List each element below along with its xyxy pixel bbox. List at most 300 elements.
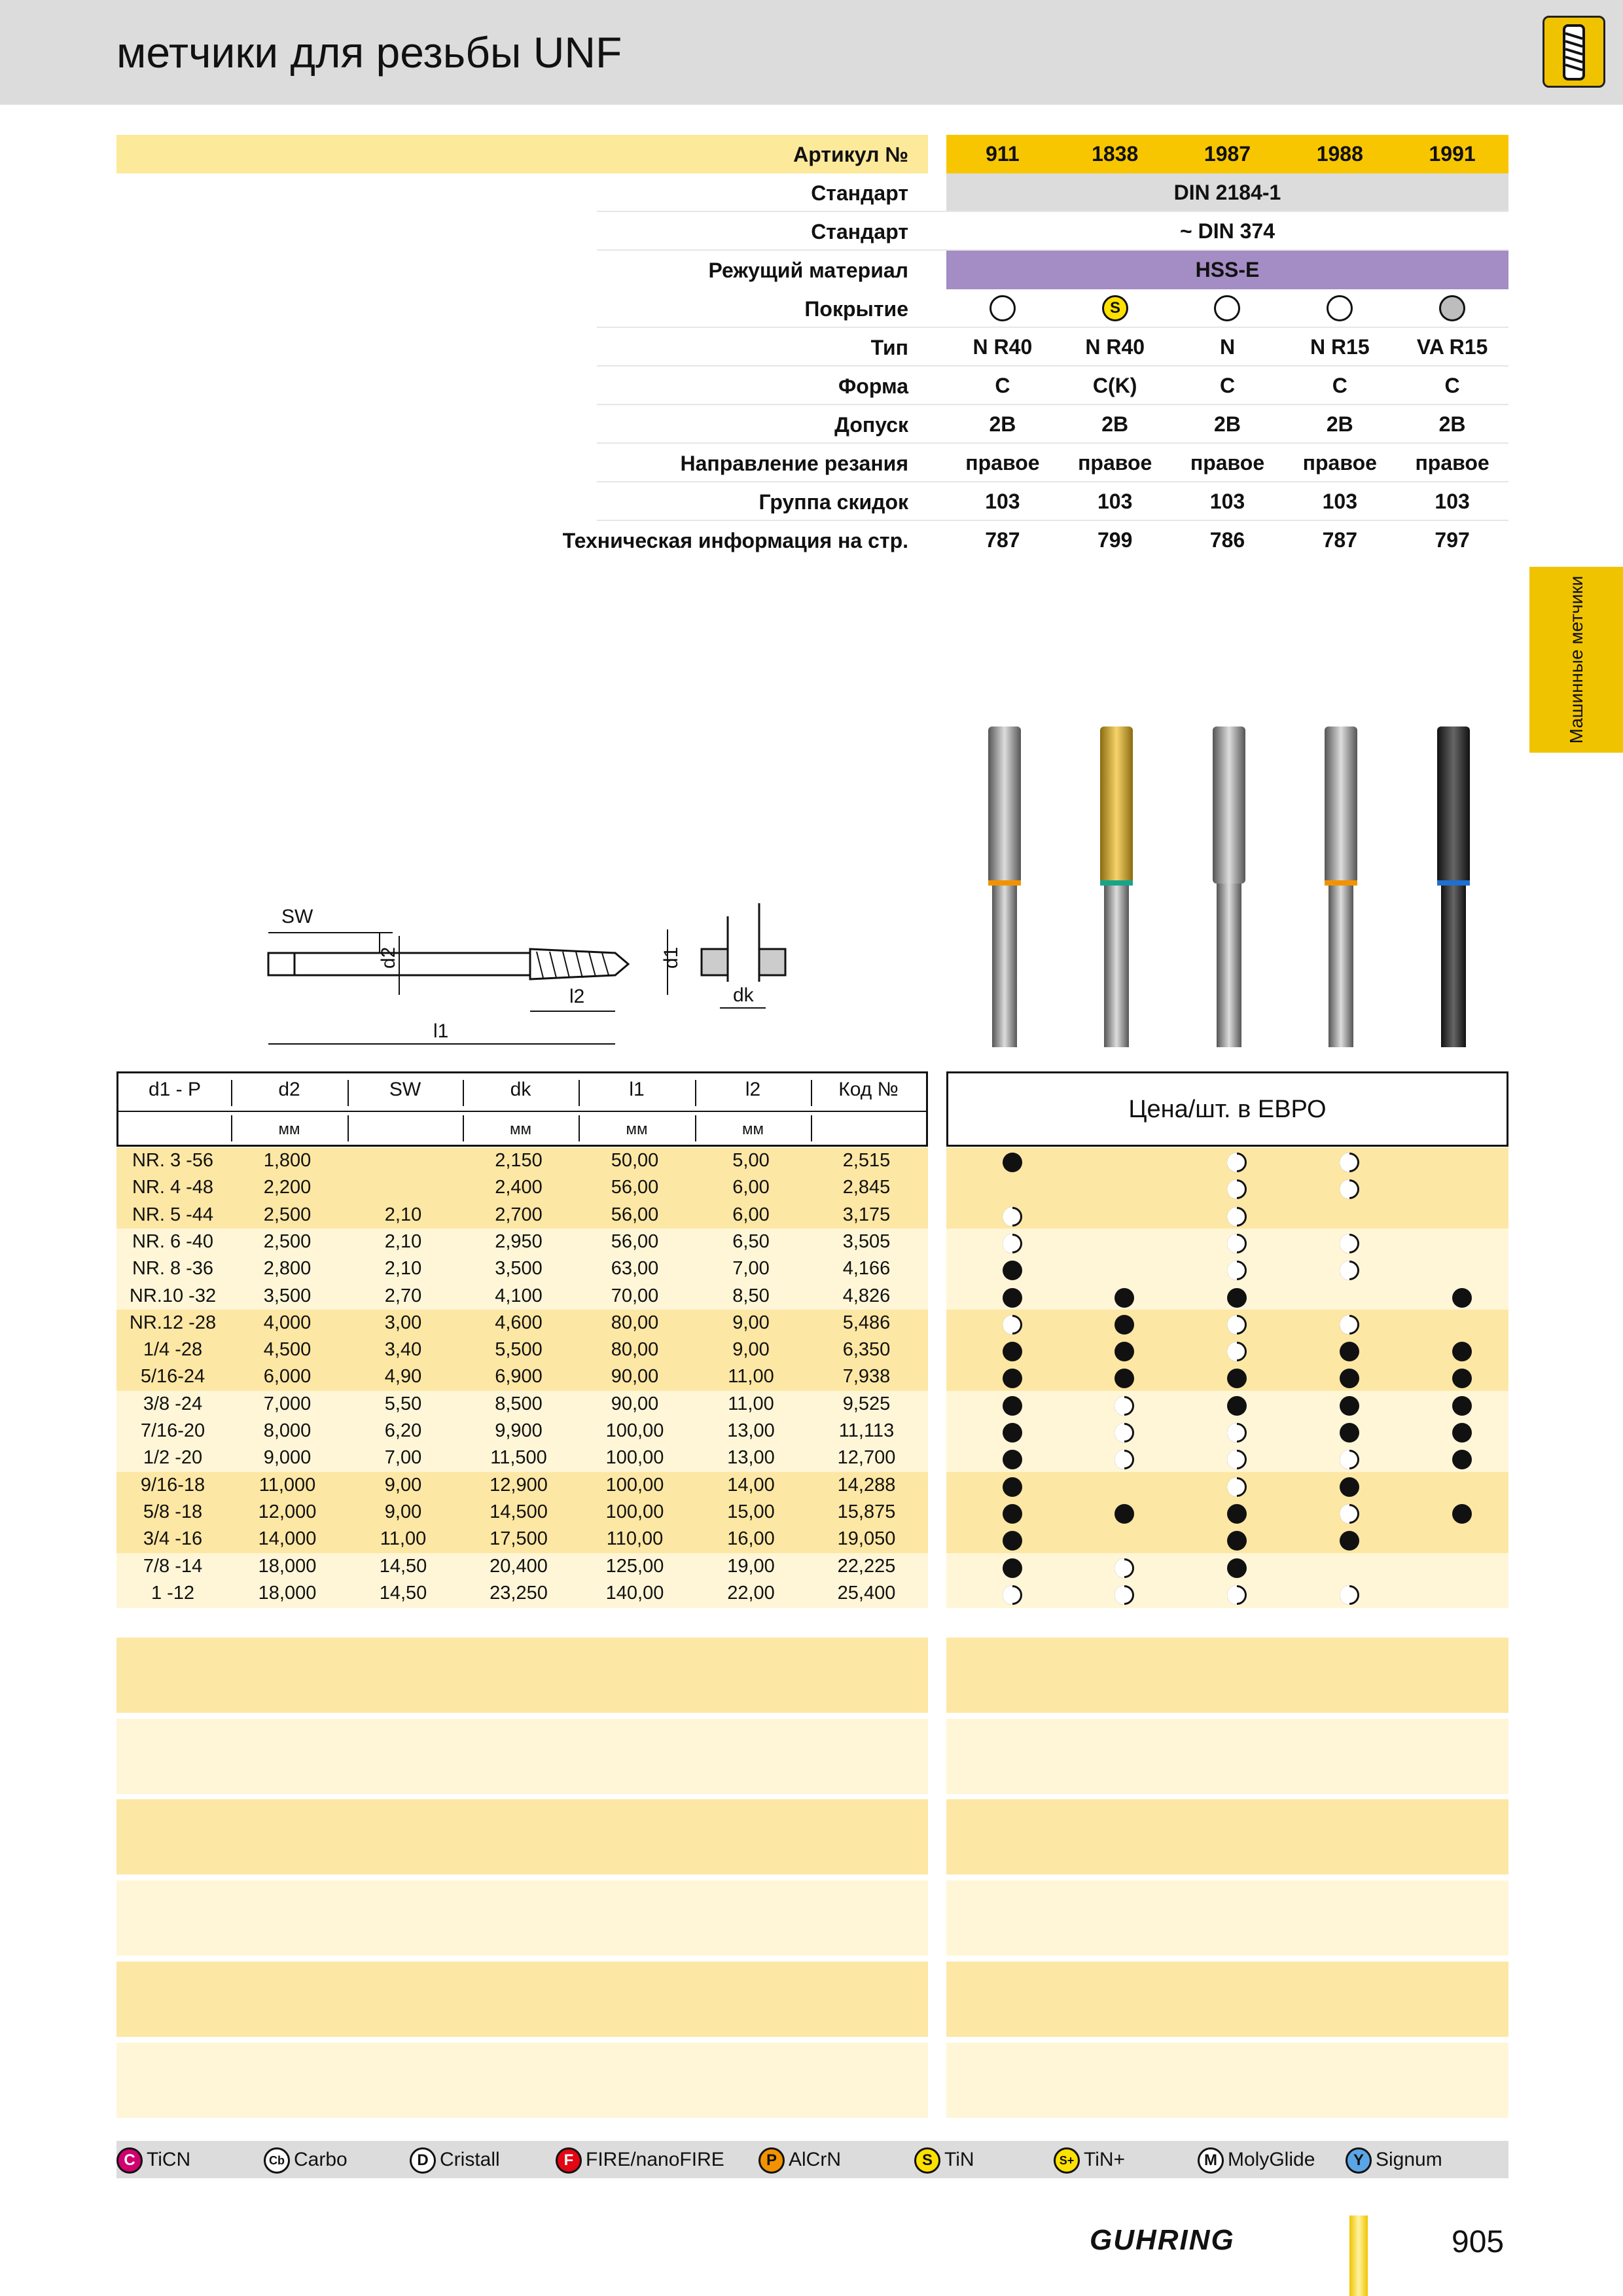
empty-band [116,2043,928,2118]
cell-d1p: 5/8 -18 [143,1501,203,1522]
drawing-label-d1: d1 [660,946,682,969]
cell-d1p: 7/8 -14 [143,1555,203,1577]
spec-value: N [1219,335,1236,359]
spec-label: Стандарт [811,220,908,243]
cell-l2: 19,00 [727,1555,775,1577]
cell-l2: 6,00 [732,1204,770,1225]
stock-partial-icon [1227,1261,1247,1280]
cell-dk: 8,500 [495,1393,543,1414]
stock-full-icon [1340,1477,1359,1497]
legend-item [264,2146,348,2174]
empty-band [946,2043,1508,2118]
stock-full-icon [1003,1342,1022,1361]
standard-value: DIN 2184-1 [946,173,1508,212]
spec-label: Техническая информация на стр. [562,529,908,552]
stock-partial-icon [1227,1315,1247,1335]
spec-value: C [1444,374,1460,397]
legend-item [1346,2146,1442,2174]
cell-l2: 11,00 [728,1393,774,1414]
spec-label: Направление резания [680,452,908,475]
cell-d1p: NR. 5 -44 [132,1204,214,1225]
stock-full-icon [1003,1396,1022,1416]
spec-page-link[interactable]: 799 [1097,528,1133,552]
cell-d2: 8,000 [263,1420,312,1441]
cell-d1p: NR. 3 -56 [132,1150,214,1171]
cell-sw: 3,00 [384,1312,422,1333]
spec-label: Покрытие [804,297,908,321]
cell-d2: 6,000 [263,1366,312,1388]
stock-full-icon [1340,1396,1359,1416]
cell-d2: 2,800 [263,1258,312,1280]
stock-partial-icon [1115,1585,1134,1605]
stock-full-icon [1115,1315,1134,1335]
cell-dk: 14,500 [490,1501,548,1522]
spec-row-article [0,135,1623,173]
stock-full-icon [1227,1558,1247,1578]
spec-page-link[interactable]: 797 [1435,528,1470,552]
legend-label: TiN+ [1084,2149,1126,2170]
empty-band [116,1962,928,2037]
empty-band [946,1880,1508,1956]
cell-l2: 6,00 [732,1177,770,1198]
spec-label: Артикул № [793,143,908,166]
cell-d2: 14,000 [258,1528,317,1550]
cell-l2: 13,00 [727,1420,775,1441]
section-tab-label: Машинные метчики [1565,575,1586,744]
table-row[interactable] [0,1255,1623,1282]
stock-full-icon [1227,1369,1247,1388]
cell-sw: 14,50 [379,1582,427,1604]
empty-band [946,1638,1508,1713]
spec-value: C(K) [1092,374,1137,397]
stock-partial-icon [1003,1585,1022,1605]
cell-l1: 140,00 [605,1582,664,1604]
stock-full-icon [1003,1288,1022,1308]
legend-item [556,2146,724,2174]
stock-partial-icon [1003,1315,1022,1335]
cell-sw: 2,10 [384,1230,422,1252]
cell-d1p: NR. 6 -40 [132,1230,214,1252]
cell-d1p: 5/16-24 [140,1366,205,1388]
cell-sw: 6,20 [384,1420,422,1441]
cell-sw: 2,10 [384,1204,422,1225]
stock-full-icon [1003,1261,1022,1280]
col-header-l1: l1 [629,1079,645,1100]
header-divider [118,1111,926,1112]
spec-row-tolerance [0,405,1623,444]
cell-code: 2,845 [842,1177,891,1198]
cell-sw: 14,50 [379,1555,427,1577]
coating-none-icon [1327,295,1353,321]
cell-code: 3,175 [842,1204,891,1225]
article-number[interactable]: 1991 [1429,142,1476,166]
spec-label: Стандарт [811,181,908,205]
cell-d1p: NR.10 -32 [129,1285,217,1306]
cell-d2: 3,500 [263,1285,312,1306]
cell-l2: 13,00 [727,1447,775,1469]
cell-l2: 9,00 [732,1339,770,1361]
cell-l1: 70,00 [611,1285,659,1306]
stock-full-icon [1003,1450,1022,1469]
cell-l1: 90,00 [611,1393,659,1414]
standard-value: ~ DIN 374 [1180,219,1275,243]
cell-l2: 8,50 [732,1285,770,1306]
table-row[interactable] [0,1147,1623,1174]
cell-dk: 5,500 [495,1339,543,1361]
article-number[interactable]: 1988 [1316,142,1363,166]
stock-full-icon [1227,1396,1247,1416]
table-row[interactable] [0,1472,1623,1499]
spec-value: C [1219,374,1236,397]
cell-code: 9,525 [842,1393,891,1414]
spec-row-standard-2 [0,212,1623,251]
col-header-l2: l2 [745,1079,761,1100]
stock-partial-icon [1227,1179,1247,1199]
stock-full-icon [1452,1450,1472,1469]
col-sep [811,1115,812,1141]
cell-code: 4,166 [842,1258,891,1280]
article-number[interactable]: 1838 [1092,142,1139,166]
table-row[interactable] [0,1363,1623,1390]
spec-page-link[interactable]: 787 [1322,528,1357,552]
col-header-d2: d2 [278,1079,300,1100]
page-number: 905 [1452,2225,1505,2259]
table-row[interactable] [0,1336,1623,1363]
cell-dk: 4,100 [495,1285,543,1306]
spec-value: правое [1078,451,1152,475]
cell-d1p: 9/16-18 [140,1474,205,1496]
coating-badge-icon: P [758,2147,785,2174]
stock-partial-icon [1115,1396,1134,1416]
table-row[interactable] [0,1553,1623,1580]
spec-value: C [1332,374,1347,397]
cell-d1p: 1/2 -20 [143,1447,203,1469]
stock-full-icon [1340,1423,1359,1443]
spec-value: правое [1302,451,1377,475]
coating-legend [116,2141,1508,2178]
cell-sw: 7,00 [384,1447,422,1469]
stock-full-icon [1003,1558,1022,1578]
stock-full-icon [1003,1153,1022,1172]
cell-sw: 2,70 [384,1285,422,1306]
spec-value: правое [1190,451,1265,475]
cell-d1p: 1/4 -28 [143,1339,203,1361]
col-sep [695,1115,696,1141]
cell-d2: 2,500 [263,1204,312,1225]
stock-full-icon [1115,1504,1134,1524]
cell-dk: 20,400 [490,1555,548,1577]
tap-photo-1838 [1100,726,1133,1047]
drawing-label-sw: SW [281,906,313,927]
cell-d2: 4,500 [263,1339,312,1361]
col-sep [811,1080,812,1106]
spec-row-material [0,251,1623,289]
cell-dk: 9,900 [495,1420,543,1441]
stock-partial-icon [1340,1504,1359,1524]
cell-l1: 80,00 [611,1312,659,1333]
col-sep [231,1115,232,1141]
material-value: HSS-E [946,251,1508,289]
cell-l2: 14,00 [727,1474,775,1496]
cell-l2: 5,00 [732,1150,770,1171]
cell-sw: 2,10 [384,1258,422,1280]
table-row[interactable] [0,1499,1623,1526]
cell-d2: 12,000 [258,1501,317,1522]
tap-photo-1988 [1325,726,1357,1047]
cell-sw: 11,00 [380,1528,427,1550]
cell-d1p: 7/16-20 [140,1420,205,1441]
coating-badge-icon: F [556,2147,582,2174]
col-sep [579,1115,580,1141]
section-tab[interactable] [1529,567,1623,753]
spec-value: 2B [1438,412,1466,436]
table-row[interactable] [0,1444,1623,1471]
legend-item [914,2146,974,2174]
tap-photo-911 [988,726,1021,1047]
cell-d1p: NR. 4 -48 [132,1177,214,1198]
drawing-label-d2: d2 [378,946,399,969]
cell-l2: 22,00 [727,1582,775,1604]
empty-band [946,1799,1508,1874]
cell-l1: 100,00 [605,1501,664,1522]
legend-label: AlCrN [789,2149,841,2170]
stock-partial-icon [1227,1153,1247,1172]
drawing-label-l1: l1 [433,1020,449,1042]
coating-badge-icon: Cb [264,2147,290,2174]
stock-partial-icon [1340,1315,1359,1335]
cell-l2: 6,50 [732,1230,770,1252]
tap-photos [946,720,1509,1054]
spec-value: 2B [1101,412,1129,436]
table-row[interactable] [0,1580,1623,1607]
coating-grey-icon [1439,295,1465,321]
spec-label: Группа скидок [758,490,908,514]
legend-item [1054,2146,1125,2174]
cell-dk: 2,400 [495,1177,543,1198]
stock-partial-icon [1115,1450,1134,1469]
cell-d1p: 3/8 -24 [143,1393,203,1414]
stock-partial-icon [1340,1153,1359,1172]
spec-value: 2B [1214,412,1241,436]
coating-none-icon [1214,295,1240,321]
cell-d2: 7,000 [263,1393,312,1414]
cell-sw: 5,50 [384,1393,422,1414]
stock-partial-icon [1227,1450,1247,1469]
cell-code: 11,113 [838,1420,895,1441]
stock-full-icon [1003,1369,1022,1388]
cell-l2: 9,00 [732,1312,770,1333]
cell-d2: 18,000 [258,1582,317,1604]
stock-partial-icon [1115,1558,1134,1578]
cell-d2: 1,800 [263,1150,312,1171]
stock-partial-icon [1340,1234,1359,1253]
stock-full-icon [1340,1531,1359,1551]
cell-l1: 90,00 [611,1366,659,1388]
cell-l1: 50,00 [611,1150,659,1171]
spec-value: 2B [989,412,1016,436]
stock-full-icon [1227,1504,1247,1524]
spec-value: 103 [985,490,1020,513]
coating-none-icon [990,295,1016,321]
coating-badge-icon: S [914,2147,940,2174]
legend-item [116,2146,190,2174]
col-sep [231,1080,232,1106]
stock-partial-icon [1227,1342,1247,1361]
spec-value: N R15 [1310,335,1370,359]
spec-label: Тип [870,336,908,359]
spec-row-coating [0,289,1623,328]
cell-code: 25,400 [837,1582,896,1604]
col-header-sw: SW [389,1079,421,1100]
table-row[interactable] [0,1202,1623,1229]
article-number[interactable]: 1987 [1204,142,1251,166]
stock-full-icon [1452,1288,1472,1308]
legend-item [758,2146,841,2174]
cell-dk: 2,700 [495,1204,543,1225]
empty-band [116,1799,928,1874]
col-sep [463,1115,464,1141]
table-row[interactable] [0,1391,1623,1418]
stock-full-icon [1227,1288,1247,1308]
col-sep [348,1115,349,1141]
unit-dk: мм [510,1121,531,1138]
stock-full-icon [1115,1288,1134,1308]
drawing-label-dk: dk [733,984,754,1006]
legend-label: Cristall [440,2149,500,2170]
cell-l1: 100,00 [605,1447,664,1469]
cell-l1: 125,00 [605,1555,664,1577]
stock-partial-icon [1227,1423,1247,1443]
empty-band [946,1719,1508,1794]
table-row[interactable] [0,1526,1623,1552]
cell-code: 2,515 [842,1150,891,1171]
stock-full-icon [1340,1369,1359,1388]
coating-badge-icon: C [116,2147,143,2174]
stock-partial-icon [1227,1207,1247,1227]
price-header-label: Цена/шт. в ЕВРО [1128,1096,1327,1123]
spec-row-discount [0,482,1623,521]
stock-full-icon [1452,1369,1472,1388]
legend-label: Signum [1376,2149,1442,2170]
table-header [116,1071,928,1147]
stock-full-icon [1003,1531,1022,1551]
cell-dk: 3,500 [495,1258,543,1280]
cell-d1p: 3/4 -16 [143,1528,203,1550]
drawing-label-l2: l2 [569,986,585,1007]
cell-l1: 100,00 [605,1474,664,1496]
cell-code: 14,288 [837,1474,896,1496]
empty-band [116,1880,928,1956]
spec-value: 103 [1209,490,1245,513]
cell-code: 4,826 [842,1285,891,1306]
cell-d2: 2,200 [263,1177,312,1198]
table-row[interactable] [0,1283,1623,1310]
stock-partial-icon [1227,1234,1247,1253]
stock-full-icon [1340,1342,1359,1361]
cell-l1: 63,00 [611,1258,659,1280]
spec-row-techinfo [0,521,1623,560]
table-row[interactable] [0,1310,1623,1336]
spec-label: Допуск [834,413,908,437]
tap-drawing [262,897,805,1060]
cell-code: 15,875 [837,1501,896,1522]
empty-band [116,1638,928,1713]
spec-value: правое [1415,451,1489,475]
spec-value: 103 [1097,490,1133,513]
table-row[interactable] [0,1418,1623,1444]
stock-partial-icon [1003,1207,1022,1227]
empty-band [116,1719,928,1794]
stock-full-icon [1003,1504,1022,1524]
cell-l2: 11,00 [728,1366,774,1388]
legend-label: FIRE/nanoFIRE [586,2149,724,2170]
cell-code: 3,505 [842,1230,891,1252]
cell-dk: 6,900 [495,1366,543,1388]
cell-d1p: 1 -12 [151,1582,195,1604]
stock-full-icon [1227,1531,1247,1551]
cell-code: 12,700 [837,1447,896,1469]
spec-label: Режущий материал [708,259,908,282]
spec-value: N R40 [972,335,1033,359]
cell-l1: 110,00 [606,1528,664,1550]
cell-dk: 23,250 [490,1582,548,1604]
stock-partial-icon [1340,1450,1359,1469]
col-sep [579,1080,580,1106]
legend-item [1198,2146,1315,2174]
spec-page-link[interactable]: 786 [1209,528,1245,552]
article-number[interactable]: 911 [986,142,1020,166]
unit-d2: мм [278,1121,300,1138]
cell-l1: 100,00 [605,1420,664,1441]
legend-item [410,2146,500,2174]
cell-l2: 7,00 [732,1258,770,1280]
cell-d2: 2,500 [263,1230,312,1252]
tap-icon [1543,16,1605,88]
stock-full-icon [1452,1396,1472,1416]
stock-full-icon [1452,1342,1472,1361]
unit-l2: мм [742,1121,764,1138]
spec-value: VA R15 [1416,335,1488,359]
legend-label: TiN [944,2149,974,2170]
stock-partial-icon [1340,1179,1359,1199]
stock-full-icon [1003,1477,1022,1497]
brand-bar [1349,2215,1368,2296]
price-header [946,1071,1508,1147]
table-row[interactable] [0,1174,1623,1201]
col-sep [463,1080,464,1106]
table-row[interactable] [0,1229,1623,1255]
cell-l2: 15,00 [727,1501,775,1522]
legend-label: TiCN [147,2149,191,2170]
cell-dk: 4,600 [495,1312,543,1333]
coating-badge-icon: D [410,2147,436,2174]
stock-partial-icon [1340,1585,1359,1605]
spec-row-form [0,367,1623,405]
stock-partial-icon [1003,1234,1022,1253]
spec-page-link[interactable]: 787 [985,528,1020,552]
cell-code: 5,486 [842,1312,891,1333]
cell-d2: 11,000 [259,1474,316,1496]
cell-code: 19,050 [837,1528,896,1550]
cell-sw: 9,00 [384,1501,422,1522]
col-header-code: Код № [838,1079,899,1100]
cell-l1: 56,00 [611,1177,659,1198]
legend-label: Carbo [294,2149,348,2170]
cell-dk: 17,500 [490,1528,548,1550]
cell-code: 22,225 [837,1555,896,1577]
spec-value: N R40 [1085,335,1145,359]
cell-code: 6,350 [842,1339,891,1361]
